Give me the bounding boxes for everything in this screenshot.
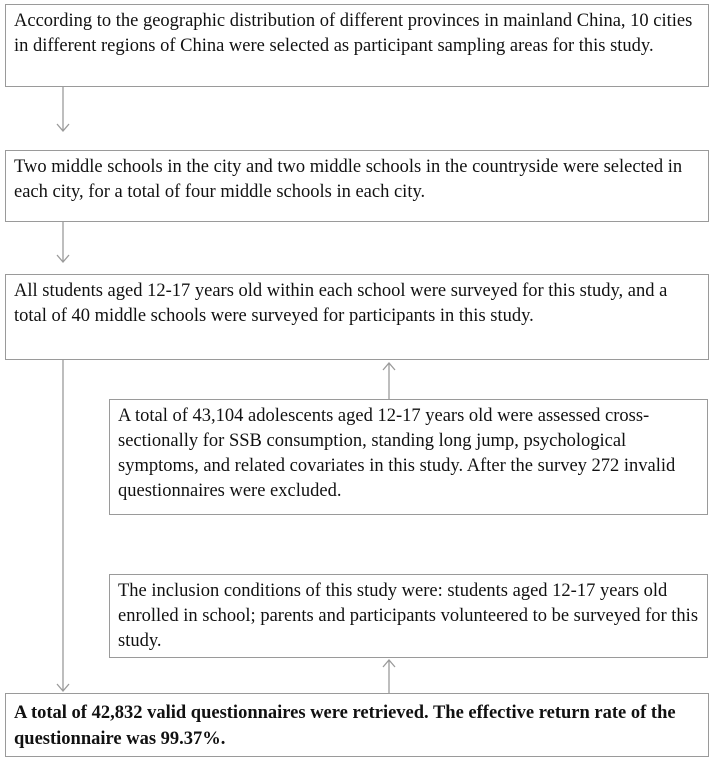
step3-box: All students aged 12-17 years old within each school were surveyed for this study, and a total of 40 middle schools were surveyed for participants in this study. bbox=[5, 274, 709, 360]
result-box: A total of 42,832 valid questionnaires were retrieved. The effective return rate of the questionnaire was 99.37%. bbox=[5, 693, 709, 757]
step2-box: Two middle schools in the city and two middle schools in the countryside were selected in each city, for a total of four middle schools in each city. bbox=[5, 150, 709, 222]
assessment-note-box: A total of 43,104 adolescents aged 12-17 years old were assessed cross-sectionally for SSB consumption, standing long jump, psychological symptoms, and related covariates in this study. After the survey 272 invalid questionnaires were excluded. bbox=[109, 399, 708, 515]
arrowhead-result bbox=[57, 684, 69, 691]
arrowhead-step2 bbox=[57, 124, 69, 131]
arrowhead-up-step3 bbox=[383, 363, 395, 370]
arrowhead-step3 bbox=[57, 255, 69, 262]
step1-box: According to the geographic distribution of different provinces in mainland China, 10 cities in different regions of China were selected as participant sampling areas for this study. bbox=[5, 4, 709, 87]
arrowhead-up-inclusion bbox=[383, 660, 395, 667]
inclusion-note-box: The inclusion conditions of this study were: students aged 12-17 years old enrolled in school; parents and participants volunteered to be surveyed for this study. bbox=[109, 574, 708, 658]
